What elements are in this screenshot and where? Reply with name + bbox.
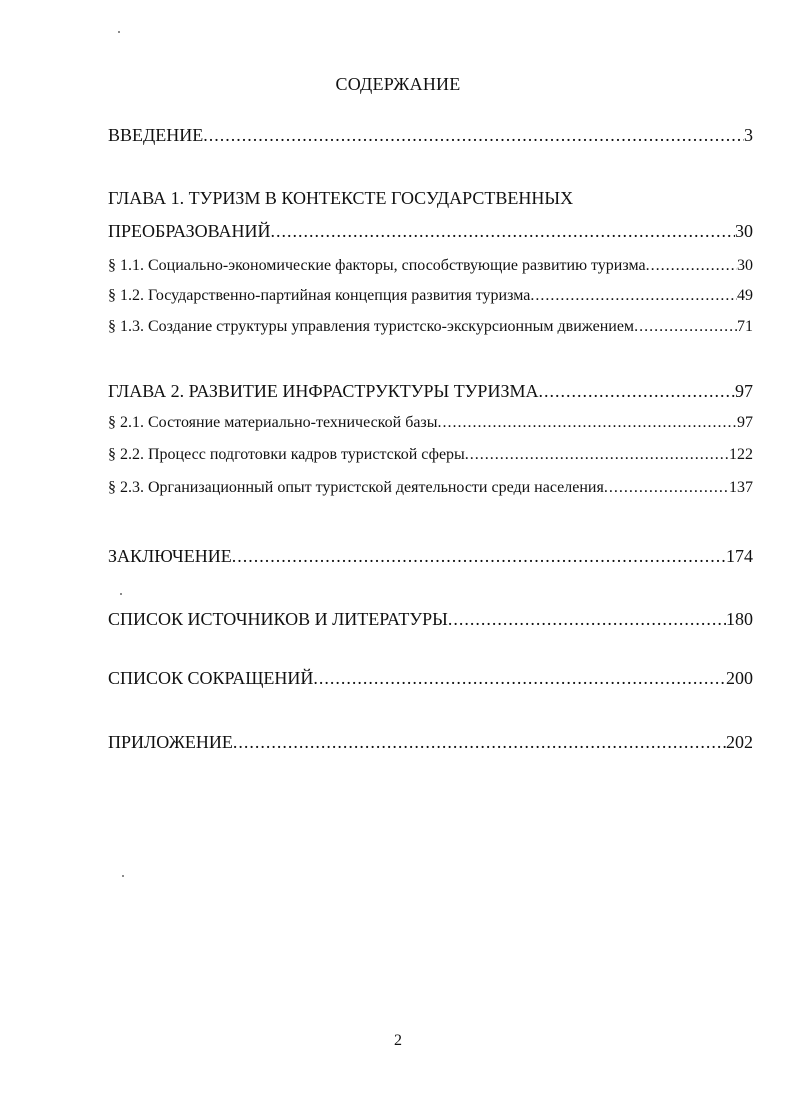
toc-entry-label: ПРИЛОЖЕНИЕ — [108, 732, 233, 752]
leader-dots — [203, 125, 744, 146]
toc-entry-intro[interactable] — [108, 125, 753, 146]
toc-entry-page: 71 — [737, 318, 753, 335]
toc-entry-chapter-2[interactable] — [108, 381, 753, 402]
leader-dots — [604, 479, 729, 497]
leader-dots — [232, 546, 726, 567]
toc-entry-page: 202 — [726, 732, 753, 752]
toc-entry-chapter-1[interactable] — [108, 221, 753, 242]
leader-dots — [465, 446, 729, 464]
leader-dots — [646, 257, 737, 275]
toc-entry-label: § 1.3. Создание структуры управления туристско-экскурсионным движением — [108, 318, 635, 335]
toc-entry-page: 3 — [744, 125, 753, 145]
toc-entry-page: 97 — [735, 381, 753, 401]
toc-entry-label: ВВЕДЕНИЕ — [108, 125, 204, 145]
leader-dots — [448, 609, 726, 630]
toc-entry-abbreviations[interactable] — [108, 668, 753, 689]
toc-entry-section-1-1[interactable] — [108, 257, 753, 275]
leader-dots — [438, 414, 738, 432]
toc-entry-label: СПИСОК ИСТОЧНИКОВ И ЛИТЕРАТУРЫ — [108, 609, 448, 629]
toc-entry-section-2-3[interactable] — [108, 479, 753, 497]
toc-entry-page: 30 — [735, 221, 753, 241]
leader-dots — [233, 732, 726, 753]
toc-entry-label: § 2.3. Организационный опыт туристской деятельности среди населения — [108, 479, 604, 496]
toc-entry-label: § 2.2. Процесс подготовки кадров туристской сферы — [108, 446, 465, 463]
toc-entry-page: 200 — [726, 668, 753, 688]
toc-entry-page: 180 — [726, 609, 753, 629]
leader-dots — [270, 221, 735, 242]
toc-entry-label: § 2.1. Состояние материально-технической базы — [108, 414, 438, 431]
toc-entry-appendix[interactable] — [108, 732, 753, 753]
toc-entry-page: 174 — [726, 546, 753, 566]
toc-entry-label: ГЛАВА 2. РАЗВИТИЕ ИНФРАСТРУКТУРЫ ТУРИЗМА — [108, 381, 539, 401]
leader-dots — [634, 318, 737, 336]
toc-entry-label: § 1.2. Государственно-партийная концепция развития туризма — [108, 287, 531, 304]
toc-entry-page: 137 — [729, 479, 753, 496]
scan-speck — [122, 875, 124, 877]
scan-speck — [120, 593, 122, 595]
toc-entry-section-1-3[interactable] — [108, 318, 753, 336]
toc-chapter-1-heading[interactable]: ГЛАВА 1. ТУРИЗМ В КОНТЕКСТЕ ГОСУДАРСТВЕННЫХ — [108, 188, 574, 208]
toc-entry-page: 122 — [729, 446, 753, 463]
toc-entry-section-2-2[interactable] — [108, 446, 753, 464]
toc-entry-page: 97 — [737, 414, 753, 431]
toc-entry-page: 49 — [737, 287, 753, 304]
toc-entry-label: СПИСОК СОКРАЩЕНИЙ — [108, 668, 314, 688]
leader-dots — [530, 287, 737, 305]
toc-entry-sources[interactable] — [108, 609, 753, 630]
toc-entry-section-2-1[interactable] — [108, 414, 753, 432]
leader-dots — [313, 668, 726, 689]
toc-entry-label: § 1.1. Социально-экономические факторы, способствующие развитию туризма — [108, 257, 646, 274]
toc-entry-section-1-2[interactable] — [108, 287, 753, 305]
leader-dots — [538, 381, 735, 402]
toc-entry-label: ПРЕОБРАЗОВАНИЙ — [108, 221, 271, 241]
toc-entry-conclusion[interactable] — [108, 546, 753, 567]
toc-entry-page: 30 — [737, 257, 753, 274]
scan-speck — [118, 31, 120, 33]
toc-title: СОДЕРЖАНИЕ — [335, 74, 461, 94]
page-number: 2 — [394, 1032, 402, 1049]
toc-entry-label: ЗАКЛЮЧЕНИЕ — [108, 546, 232, 566]
